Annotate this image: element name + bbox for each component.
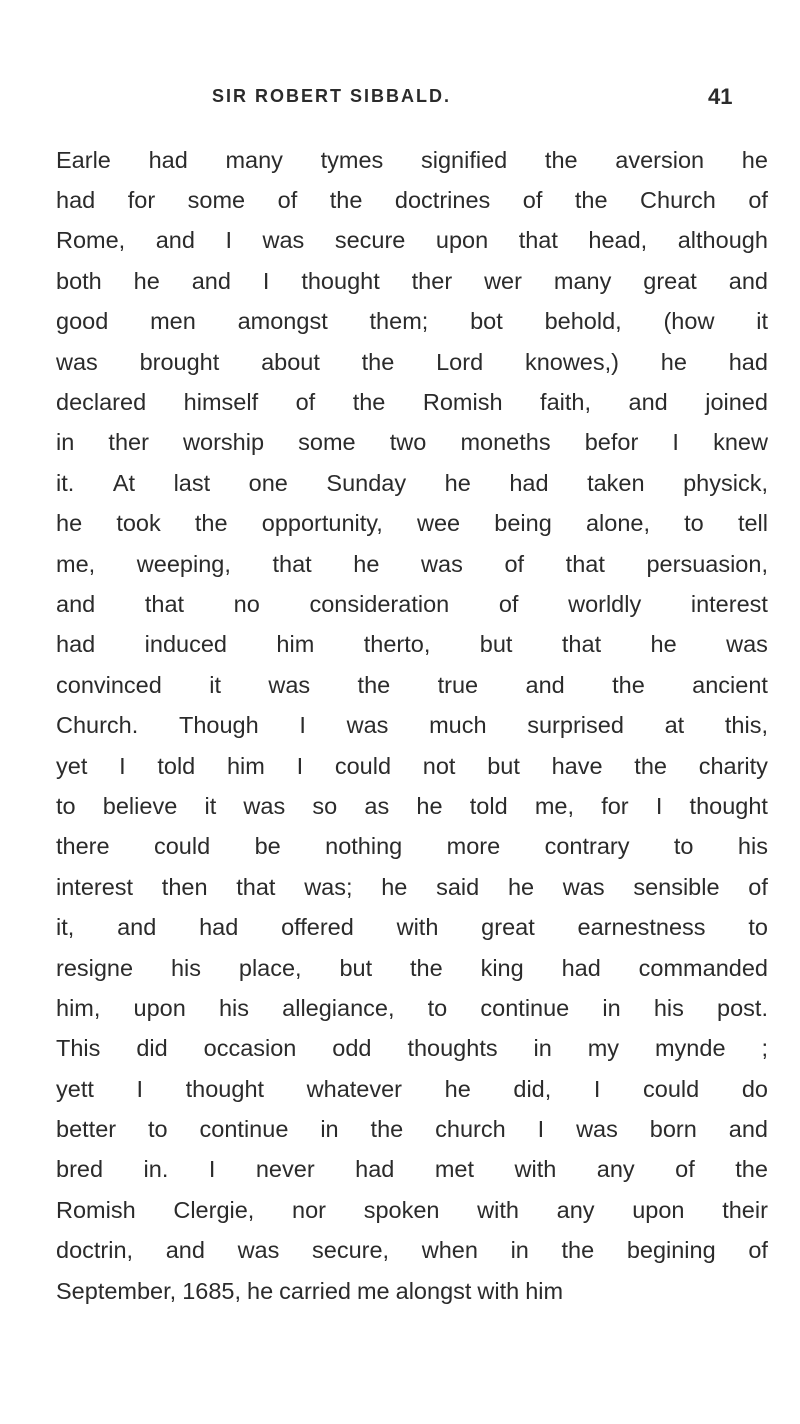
word: he [416, 792, 443, 819]
text-line [56, 463, 768, 503]
word: alongst [395, 1277, 472, 1304]
word: was [56, 348, 98, 375]
word: I [119, 752, 126, 779]
word: his [218, 994, 250, 1021]
text-line [56, 1029, 768, 1069]
word: he [741, 146, 768, 173]
word: the [561, 1237, 595, 1264]
word: wee [416, 510, 461, 537]
word: Earle [56, 146, 111, 173]
word: when [421, 1237, 478, 1264]
word: sensible [633, 873, 720, 900]
running-title: SIR ROBERT SIBBALD. [212, 86, 452, 106]
word: worldly [568, 590, 642, 617]
word: bred [56, 1156, 104, 1183]
body-text [56, 140, 768, 1311]
word: induced [144, 631, 227, 658]
word: great [481, 914, 535, 941]
text-line [56, 705, 768, 745]
word: therto, [363, 631, 431, 658]
word: offered [281, 914, 354, 941]
text-line [56, 423, 768, 463]
word: that [518, 227, 558, 254]
word: the [352, 389, 386, 416]
word: the [634, 752, 667, 779]
word: post. [717, 994, 768, 1021]
word: this, [724, 712, 768, 739]
word: ancient [692, 671, 768, 698]
word: men [150, 308, 196, 335]
word: thought [301, 267, 380, 294]
word: was [576, 1116, 618, 1143]
word: I [672, 429, 679, 456]
word: wer [484, 267, 522, 294]
word: I [296, 752, 304, 779]
word: he [247, 1277, 274, 1304]
word: in [510, 1237, 529, 1264]
word: took [116, 510, 161, 537]
word: weeping, [136, 550, 231, 577]
word: the [357, 671, 391, 698]
word: them; [369, 308, 429, 335]
word: there [56, 833, 110, 860]
word: continue [199, 1116, 289, 1143]
word: some [298, 429, 356, 456]
text-line [56, 867, 768, 907]
word: taken [587, 469, 645, 496]
word: himself [183, 389, 259, 416]
word: yet [56, 752, 88, 779]
word: the [410, 954, 443, 981]
word: that [144, 590, 185, 617]
running-head [0, 72, 800, 112]
word: had [355, 1156, 395, 1183]
word: knowes,) [524, 348, 619, 375]
word: I [299, 712, 306, 739]
word: with [477, 1277, 520, 1304]
word: worship [183, 429, 265, 456]
word: At [112, 469, 136, 496]
word: to [673, 833, 694, 860]
word: be [254, 833, 281, 860]
word: do [741, 1075, 768, 1102]
word: it [756, 308, 768, 335]
word: he [507, 873, 535, 900]
word: interest [56, 873, 134, 900]
word: the [194, 510, 228, 537]
text-line [56, 140, 768, 180]
word: Sunday [326, 469, 407, 496]
word: Clergie, [173, 1196, 255, 1223]
word: was [243, 792, 286, 819]
text-line [56, 1150, 768, 1190]
word: 1685, [182, 1277, 241, 1304]
word: some [187, 187, 246, 214]
word: occasion [203, 1035, 297, 1062]
word: commanded [638, 954, 768, 981]
word: convinced [56, 671, 162, 698]
word: physick, [683, 469, 768, 496]
word: it [204, 792, 217, 819]
word: knew [713, 429, 768, 456]
word: upon [133, 994, 186, 1021]
word: believe [102, 792, 178, 819]
word: was [421, 550, 463, 577]
word: and [728, 267, 768, 294]
word: bot [470, 308, 503, 335]
word: both [56, 267, 102, 294]
word: better [56, 1116, 117, 1143]
word: no [233, 590, 260, 617]
word: (how [663, 308, 715, 335]
word: had [56, 631, 96, 658]
word: persuasion, [646, 550, 768, 577]
word: aversion [615, 146, 705, 173]
word: secure, [312, 1237, 390, 1264]
word: Lord [436, 348, 484, 375]
word: any [556, 1196, 595, 1223]
word: but [479, 631, 513, 658]
text-line [56, 221, 768, 261]
word: that [236, 873, 276, 900]
word: any [596, 1156, 635, 1183]
word: alone, [585, 510, 650, 537]
word: he [660, 348, 687, 375]
word: could [643, 1075, 700, 1102]
word: amongst [237, 308, 328, 335]
word: him [525, 1277, 564, 1304]
word: could [334, 752, 392, 779]
word: him, [56, 994, 101, 1021]
text-line [56, 827, 768, 867]
word: contrary [544, 833, 630, 860]
word: of [748, 187, 768, 214]
text-line [56, 1069, 768, 1109]
word: with [477, 1196, 519, 1223]
word: with [396, 914, 439, 941]
word: his [170, 954, 201, 981]
word: the [329, 187, 363, 214]
word: for [601, 792, 629, 819]
word: as [364, 792, 390, 819]
word: my [587, 1035, 620, 1062]
word: him [276, 631, 315, 658]
word: consideration [309, 590, 450, 617]
text-line [56, 544, 768, 584]
word: was [562, 873, 605, 900]
text-line [56, 1271, 768, 1311]
word: church [435, 1116, 506, 1143]
word: Church. [56, 712, 139, 739]
word: This [56, 1035, 101, 1062]
word: faith, [540, 389, 591, 416]
word: one [248, 469, 288, 496]
text-line [56, 948, 768, 988]
word: was [726, 631, 768, 658]
word: I [262, 267, 270, 294]
word: more [446, 833, 501, 860]
word: the [574, 187, 608, 214]
word: many [225, 146, 283, 173]
word: yett [56, 1075, 94, 1102]
word: I [208, 1156, 216, 1183]
word: have [551, 752, 603, 779]
word: I [136, 1075, 144, 1102]
word: it, [56, 914, 75, 941]
word: doctrin, [56, 1237, 134, 1264]
word: never [255, 1156, 315, 1183]
word: thought [689, 792, 768, 819]
text-line [56, 382, 768, 422]
word: but [339, 954, 373, 981]
word: signified [421, 146, 508, 173]
word: was [268, 671, 311, 698]
word: met [434, 1156, 475, 1183]
word: of [295, 389, 316, 416]
word: their [722, 1196, 768, 1223]
word: him [226, 752, 265, 779]
word: he [444, 1075, 471, 1102]
word: the [544, 146, 578, 173]
word: interest [690, 590, 768, 617]
word: me [356, 1277, 390, 1304]
word: had [561, 954, 601, 981]
word: that [565, 550, 605, 577]
text-line [56, 1231, 768, 1271]
word: upon [632, 1196, 685, 1223]
text-line [56, 665, 768, 705]
word: he [444, 469, 471, 496]
word: joined [705, 389, 768, 416]
word: to [748, 914, 768, 941]
word: behold, [544, 308, 622, 335]
word: king [480, 954, 524, 981]
word: befor [584, 429, 639, 456]
word: September, [56, 1277, 177, 1304]
word: and [628, 389, 668, 416]
word: thoughts [407, 1035, 498, 1062]
text-line [56, 625, 768, 665]
word: to [684, 510, 704, 537]
word: so [312, 792, 338, 819]
word: the [612, 671, 645, 698]
word: it [209, 671, 221, 698]
word: had [56, 187, 96, 214]
word: secure [334, 227, 406, 254]
word: of [675, 1156, 695, 1183]
word: with [514, 1156, 557, 1183]
word: said [436, 873, 480, 900]
word: did [136, 1035, 168, 1062]
text-line [56, 1190, 768, 1230]
word: he [56, 510, 83, 537]
word: I [537, 1116, 545, 1143]
word: to [56, 792, 76, 819]
word: true [437, 671, 479, 698]
word: whatever [306, 1075, 403, 1102]
word: thought [185, 1075, 265, 1102]
word: brought [139, 348, 220, 375]
word: was; [304, 873, 353, 900]
word: much [429, 712, 487, 739]
word: in [56, 429, 75, 456]
word: charity [698, 752, 768, 779]
word: for [127, 187, 156, 214]
word: had [199, 914, 239, 941]
word: I [225, 227, 232, 254]
word: me, [534, 792, 575, 819]
word: was [237, 1237, 280, 1264]
text-line [56, 584, 768, 624]
word: and [191, 267, 231, 294]
word: mynde [654, 1035, 726, 1062]
word: and [525, 671, 565, 698]
word: Though [178, 712, 259, 739]
word: resigne [56, 954, 134, 981]
word: told [157, 752, 196, 779]
word: in [533, 1035, 552, 1062]
word: me, [56, 550, 96, 577]
word: at [664, 712, 685, 739]
word: place, [238, 954, 302, 981]
word: in [320, 1116, 339, 1143]
word: did, [513, 1075, 552, 1102]
word: the [735, 1156, 768, 1183]
word: had [509, 469, 549, 496]
word: begining [626, 1237, 716, 1264]
word: good [56, 308, 109, 335]
word: of [277, 187, 298, 214]
text-line [56, 261, 768, 301]
word: told [469, 792, 508, 819]
word: of [748, 1237, 768, 1264]
word: last [173, 469, 211, 496]
word: had [148, 146, 188, 173]
word: and [117, 914, 157, 941]
word: tell [737, 510, 768, 537]
word: born [649, 1116, 697, 1143]
word: not [422, 752, 456, 779]
word: the [370, 1116, 404, 1143]
text-line [56, 988, 768, 1028]
word: upon [435, 227, 489, 254]
word: that [272, 550, 312, 577]
word: to [148, 1116, 168, 1143]
word: but [487, 752, 520, 779]
text-line [56, 504, 768, 544]
word: doctrines [394, 187, 491, 214]
word: I [593, 1075, 601, 1102]
word: then [161, 873, 208, 900]
word: ; [761, 1035, 768, 1062]
page-number: 41 [708, 84, 733, 109]
word: he [650, 631, 677, 658]
word: two [389, 429, 427, 456]
word: to [427, 994, 448, 1021]
text-line [56, 342, 768, 382]
word: nor [292, 1196, 326, 1223]
word: declared [56, 389, 147, 416]
word: in. [143, 1156, 169, 1183]
word: spoken [363, 1196, 440, 1223]
word: being [494, 510, 552, 537]
word: it. [56, 469, 75, 496]
word: his [737, 833, 768, 860]
word: continue [480, 994, 570, 1021]
text-line [56, 180, 768, 220]
text-line [56, 746, 768, 786]
word: although [677, 227, 768, 254]
word: could [153, 833, 211, 860]
word: his [653, 994, 684, 1021]
word: and [56, 590, 96, 617]
word: he [353, 550, 380, 577]
word: Romish [56, 1196, 136, 1223]
word: allegiance, [282, 994, 395, 1021]
word: and [155, 227, 195, 254]
word: many [553, 267, 612, 294]
word: earnestness [577, 914, 706, 941]
word: about [261, 348, 320, 375]
text-line [56, 1109, 768, 1149]
word: Church [640, 187, 716, 214]
word: Rome, [56, 227, 126, 254]
word: nothing [325, 833, 403, 860]
word: that [561, 631, 602, 658]
word: was [262, 227, 305, 254]
word: surprised [527, 712, 624, 739]
word: Romish [422, 389, 503, 416]
text-line [56, 302, 768, 342]
word: he [133, 267, 160, 294]
word: of [498, 590, 519, 617]
text-line [56, 786, 768, 826]
word: had [728, 348, 768, 375]
word: opportunity, [261, 510, 383, 537]
word: I [655, 792, 663, 819]
word: tymes [320, 146, 384, 173]
word: moneths [460, 429, 551, 456]
word: great [643, 267, 697, 294]
word: he [381, 873, 408, 900]
word: in [602, 994, 621, 1021]
word: of [504, 550, 525, 577]
word: ther [108, 429, 149, 456]
text-line [56, 907, 768, 947]
word: head, [588, 227, 648, 254]
word: and [728, 1116, 768, 1143]
word: of [748, 873, 768, 900]
word: and [165, 1237, 205, 1264]
word: carried [279, 1277, 351, 1304]
word: odd [332, 1035, 372, 1062]
word: of [522, 187, 543, 214]
word: ther [411, 267, 453, 294]
word: was [346, 712, 389, 739]
word: the [361, 348, 395, 375]
